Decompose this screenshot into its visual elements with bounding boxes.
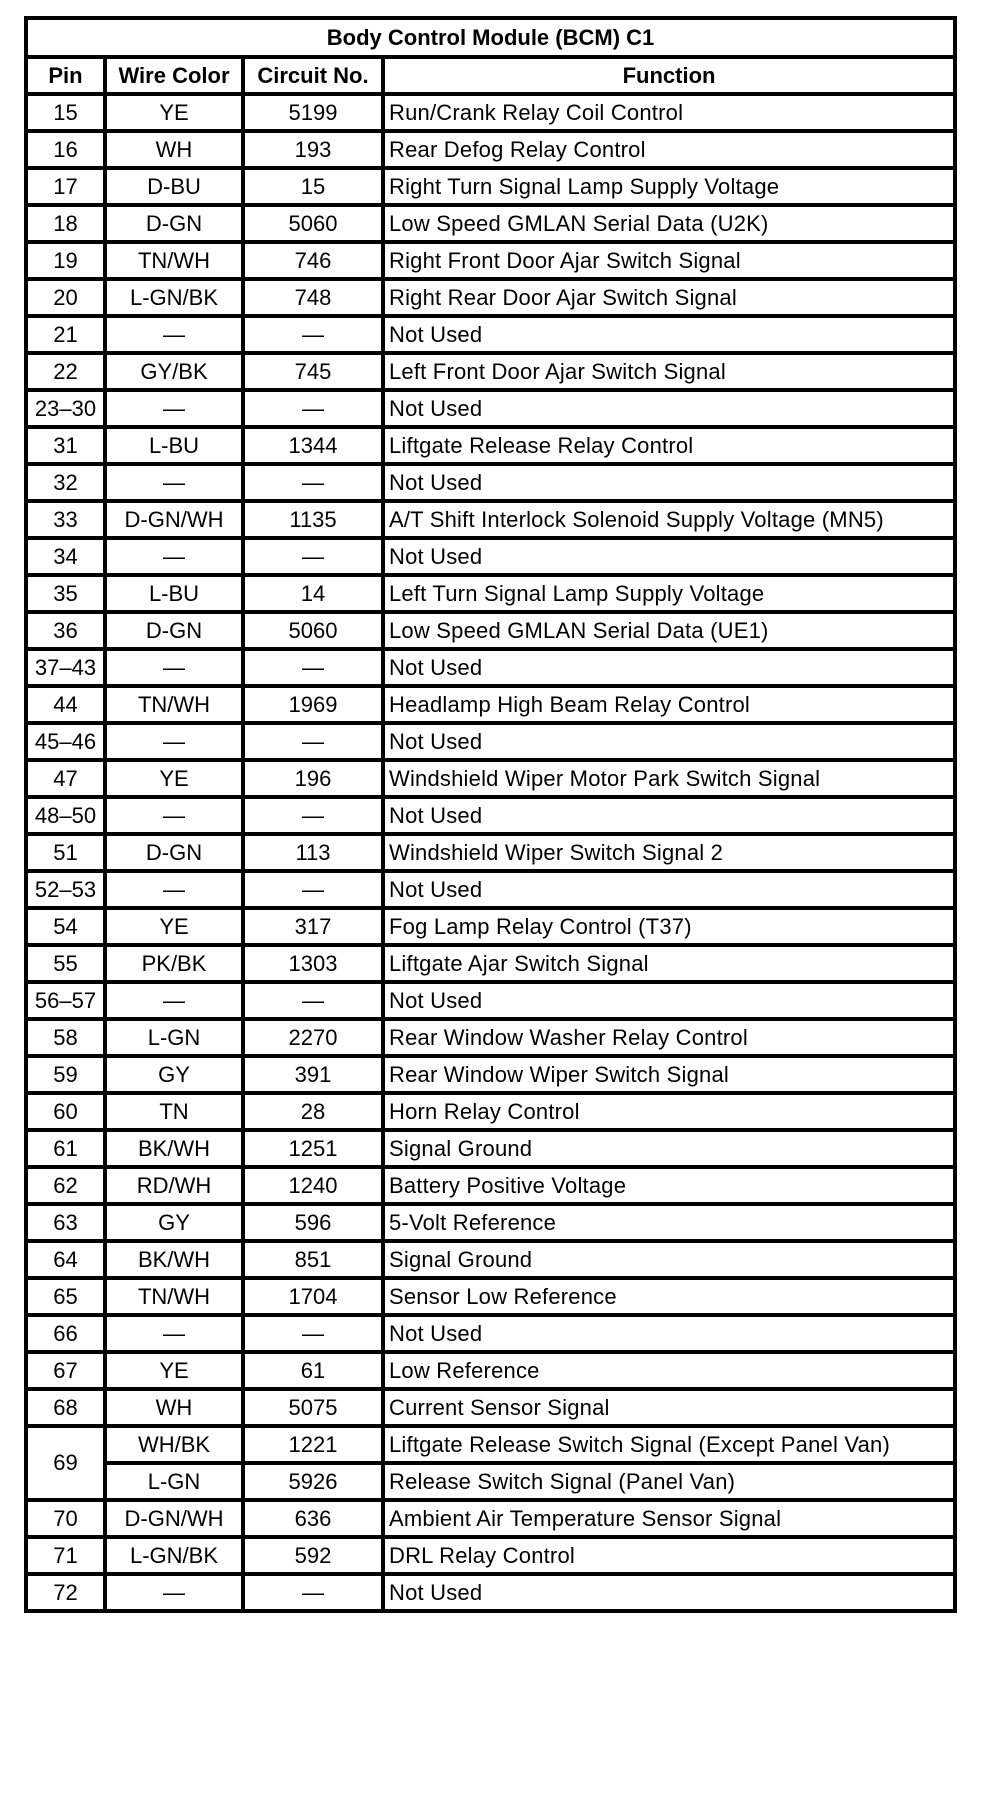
wire-color-cell: — [105,390,243,427]
table-row [26,1463,955,1500]
function-cell: Fog Lamp Relay Control (T37) [383,908,955,945]
function-cell: Run/Crank Relay Coil Control [383,94,955,131]
function-cell: Ambient Air Temperature Sensor Signal [383,1500,955,1537]
circuit-no-cell: 15 [243,168,383,205]
table-row [26,279,955,316]
circuit-no-cell: 5199 [243,94,383,131]
table-row [26,575,955,612]
table-row [26,1130,955,1167]
circuit-no-cell: 2270 [243,1019,383,1056]
circuit-no-cell: — [243,538,383,575]
circuit-no-cell: 14 [243,575,383,612]
pin-cell: 54 [26,908,105,945]
pin-table [24,16,957,1613]
wire-color-cell: D-GN/WH [105,1500,243,1537]
circuit-no-cell: — [243,723,383,760]
table-row [26,94,955,131]
function-cell: Low Speed GMLAN Serial Data (UE1) [383,612,955,649]
wire-color-cell: L-GN [105,1463,243,1500]
wire-color-cell: BK/WH [105,1130,243,1167]
function-cell: Signal Ground [383,1130,955,1167]
table-row [26,1056,955,1093]
title-row [26,18,955,57]
function-cell: Left Front Door Ajar Switch Signal [383,353,955,390]
pin-cell: 60 [26,1093,105,1130]
function-cell: Not Used [383,1574,955,1611]
wire-color-cell: — [105,723,243,760]
wire-color-cell: RD/WH [105,1167,243,1204]
pin-cell: 67 [26,1352,105,1389]
wire-color-cell: D-GN [105,834,243,871]
wire-color-cell: WH/BK [105,1426,243,1463]
circuit-no-cell: 5060 [243,205,383,242]
function-cell: Current Sensor Signal [383,1389,955,1426]
table-row [26,649,955,686]
wire-color-cell: BK/WH [105,1241,243,1278]
wire-color-cell: D-GN/WH [105,501,243,538]
table-row [26,353,955,390]
pin-cell: 62 [26,1167,105,1204]
wire-color-cell: GY [105,1056,243,1093]
pin-cell: 22 [26,353,105,390]
pin-cell: 47 [26,760,105,797]
circuit-no-cell: — [243,871,383,908]
pin-cell: 69 [26,1426,105,1500]
pin-cell: 20 [26,279,105,316]
circuit-no-cell: 1251 [243,1130,383,1167]
table-row [26,538,955,575]
table-row [26,427,955,464]
wire-color-cell: L-GN/BK [105,279,243,316]
table-row [26,1019,955,1056]
table-row [26,908,955,945]
table-row [26,242,955,279]
pin-cell: 23–30 [26,390,105,427]
wire-color-cell: TN [105,1093,243,1130]
wire-color-cell: — [105,1315,243,1352]
pin-cell: 19 [26,242,105,279]
table-row [26,1093,955,1130]
pin-cell: 66 [26,1315,105,1352]
pin-cell: 55 [26,945,105,982]
wire-color-cell: YE [105,908,243,945]
pin-cell: 37–43 [26,649,105,686]
pin-cell: 16 [26,131,105,168]
pin-cell: 35 [26,575,105,612]
wire-color-cell: D-GN [105,205,243,242]
table-row [26,686,955,723]
function-cell: Sensor Low Reference [383,1278,955,1315]
function-cell: Rear Defog Relay Control [383,131,955,168]
header-function: Function [383,57,955,94]
header-pin: Pin [26,57,105,94]
pin-cell: 63 [26,1204,105,1241]
wire-color-cell: D-BU [105,168,243,205]
table-body [26,94,955,1611]
pin-cell: 59 [26,1056,105,1093]
wire-color-cell: — [105,797,243,834]
wire-color-cell: L-GN/BK [105,1537,243,1574]
function-cell: Right Turn Signal Lamp Supply Voltage [383,168,955,205]
header-row [26,57,955,94]
circuit-no-cell: 61 [243,1352,383,1389]
wire-color-cell: — [105,316,243,353]
wire-color-cell: — [105,1574,243,1611]
table-row [26,131,955,168]
table-row [26,1389,955,1426]
function-cell: Left Turn Signal Lamp Supply Voltage [383,575,955,612]
circuit-no-cell: — [243,649,383,686]
function-cell: Release Switch Signal (Panel Van) [383,1463,955,1500]
function-cell: Liftgate Release Switch Signal (Except Panel Van) [383,1426,955,1463]
wire-color-cell: L-BU [105,427,243,464]
wire-color-cell: — [105,538,243,575]
table-row [26,1315,955,1352]
function-cell: Low Reference [383,1352,955,1389]
pin-cell: 18 [26,205,105,242]
function-cell: Not Used [383,871,955,908]
header-circuit-no: Circuit No. [243,57,383,94]
wire-color-cell: L-BU [105,575,243,612]
circuit-no-cell: 1344 [243,427,383,464]
circuit-no-cell: 1704 [243,1278,383,1315]
wire-color-cell: — [105,649,243,686]
pin-cell: 61 [26,1130,105,1167]
wire-color-cell: D-GN [105,612,243,649]
pin-cell: 58 [26,1019,105,1056]
wire-color-cell: — [105,982,243,1019]
circuit-no-cell: 851 [243,1241,383,1278]
table-row [26,612,955,649]
function-cell: Not Used [383,1315,955,1352]
function-cell: Battery Positive Voltage [383,1167,955,1204]
pin-cell: 56–57 [26,982,105,1019]
pin-cell: 48–50 [26,797,105,834]
table-row [26,168,955,205]
table-row [26,834,955,871]
circuit-no-cell: 5075 [243,1389,383,1426]
table-row [26,1352,955,1389]
pin-cell: 70 [26,1500,105,1537]
wire-color-cell: WH [105,1389,243,1426]
function-cell: Signal Ground [383,1241,955,1278]
circuit-no-cell: 1303 [243,945,383,982]
wire-color-cell: — [105,871,243,908]
function-cell: Windshield Wiper Motor Park Switch Signal [383,760,955,797]
circuit-no-cell: — [243,316,383,353]
pin-cell: 51 [26,834,105,871]
function-cell: Rear Window Wiper Switch Signal [383,1056,955,1093]
wire-color-cell: TN/WH [105,1278,243,1315]
table-row [26,501,955,538]
wire-color-cell: WH [105,131,243,168]
table-row [26,1426,955,1463]
pin-cell: 36 [26,612,105,649]
table-row [26,797,955,834]
circuit-no-cell: 317 [243,908,383,945]
circuit-no-cell: 1221 [243,1426,383,1463]
pin-cell: 65 [26,1278,105,1315]
circuit-no-cell: 748 [243,279,383,316]
function-cell: Right Front Door Ajar Switch Signal [383,242,955,279]
pin-cell: 52–53 [26,871,105,908]
circuit-no-cell: 746 [243,242,383,279]
table-row [26,316,955,353]
circuit-no-cell: 391 [243,1056,383,1093]
circuit-no-cell: — [243,1315,383,1352]
function-cell: A/T Shift Interlock Solenoid Supply Voltage (MN5) [383,501,955,538]
function-cell: 5-Volt Reference [383,1204,955,1241]
pin-cell: 64 [26,1241,105,1278]
wire-color-cell: TN/WH [105,242,243,279]
circuit-no-cell: — [243,390,383,427]
function-cell: Right Rear Door Ajar Switch Signal [383,279,955,316]
table-row [26,1537,955,1574]
circuit-no-cell: 596 [243,1204,383,1241]
wire-color-cell: L-GN [105,1019,243,1056]
pin-cell: 68 [26,1389,105,1426]
circuit-no-cell: — [243,464,383,501]
function-cell: Rear Window Washer Relay Control [383,1019,955,1056]
circuit-no-cell: 1240 [243,1167,383,1204]
pin-cell: 33 [26,501,105,538]
circuit-no-cell: 113 [243,834,383,871]
circuit-no-cell: 196 [243,760,383,797]
pin-cell: 21 [26,316,105,353]
pin-cell: 72 [26,1574,105,1611]
table-row [26,1574,955,1611]
wire-color-cell: — [105,464,243,501]
circuit-no-cell: 1969 [243,686,383,723]
function-cell: Not Used [383,797,955,834]
table-row [26,1204,955,1241]
table-row [26,464,955,501]
function-cell: Horn Relay Control [383,1093,955,1130]
pin-cell: 71 [26,1537,105,1574]
table-row [26,982,955,1019]
function-cell: Not Used [383,649,955,686]
table-row [26,871,955,908]
circuit-no-cell: 5060 [243,612,383,649]
table-row [26,1500,955,1537]
table-row [26,1241,955,1278]
header-wire-color: Wire Color [105,57,243,94]
function-cell: DRL Relay Control [383,1537,955,1574]
function-cell: Not Used [383,538,955,575]
pin-cell: 31 [26,427,105,464]
table-row [26,1278,955,1315]
table-row [26,205,955,242]
function-cell: Windshield Wiper Switch Signal 2 [383,834,955,871]
circuit-no-cell: 28 [243,1093,383,1130]
table-row [26,723,955,760]
function-cell: Not Used [383,982,955,1019]
pin-cell: 34 [26,538,105,575]
wire-color-cell: YE [105,1352,243,1389]
circuit-no-cell: — [243,1574,383,1611]
function-cell: Not Used [383,390,955,427]
pin-cell: 32 [26,464,105,501]
function-cell: Headlamp High Beam Relay Control [383,686,955,723]
pin-cell: 45–46 [26,723,105,760]
function-cell: Not Used [383,723,955,760]
wire-color-cell: GY/BK [105,353,243,390]
function-cell: Not Used [383,464,955,501]
function-cell: Low Speed GMLAN Serial Data (U2K) [383,205,955,242]
table-row [26,760,955,797]
wire-color-cell: PK/BK [105,945,243,982]
circuit-no-cell: — [243,982,383,1019]
circuit-no-cell: 193 [243,131,383,168]
function-cell: Not Used [383,316,955,353]
wire-color-cell: YE [105,94,243,131]
wire-color-cell: YE [105,760,243,797]
pin-cell: 15 [26,94,105,131]
circuit-no-cell: 5926 [243,1463,383,1500]
table-row [26,390,955,427]
wire-color-cell: GY [105,1204,243,1241]
circuit-no-cell: 1135 [243,501,383,538]
table-title: Body Control Module (BCM) C1 [26,18,955,57]
circuit-no-cell: — [243,797,383,834]
table-row [26,1167,955,1204]
table-row [26,945,955,982]
function-cell: Liftgate Ajar Switch Signal [383,945,955,982]
pin-cell: 44 [26,686,105,723]
circuit-no-cell: 592 [243,1537,383,1574]
pin-cell: 17 [26,168,105,205]
wire-color-cell: TN/WH [105,686,243,723]
circuit-no-cell: 636 [243,1500,383,1537]
function-cell: Liftgate Release Relay Control [383,427,955,464]
circuit-no-cell: 745 [243,353,383,390]
